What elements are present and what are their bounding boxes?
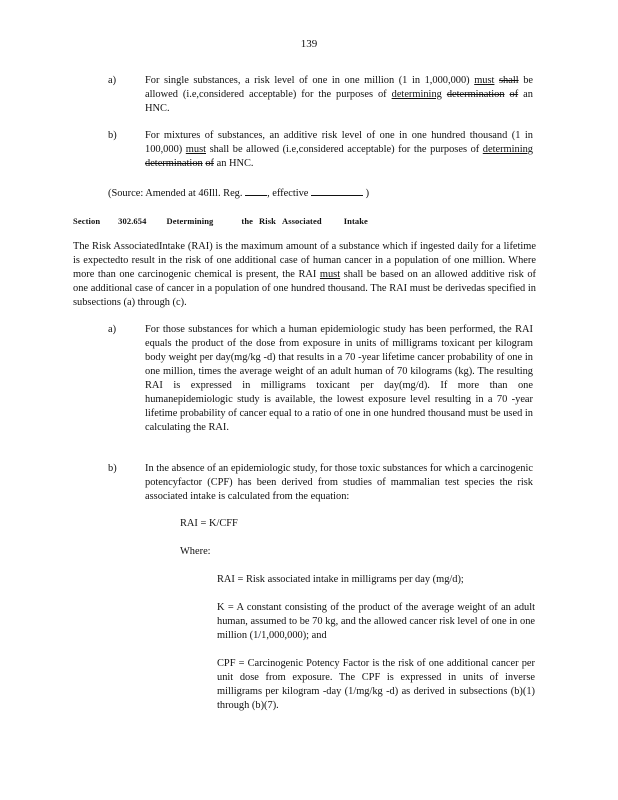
item-b-label: b)	[108, 130, 117, 141]
blank-reg	[245, 185, 267, 196]
section-heading: Section 302.654 Determining the Risk Associated Intake	[73, 216, 368, 226]
definition-cpf: CPF = Carcinogenic Potency Factor is the risk of one additional cancer per unit dose from exposure. The CPF is expressed in units of inverse milligrams per kilogram -day (1/mg/kg -d) as derived in subsections (b)(1) through (b)(7).	[217, 658, 535, 711]
para-b-text: In the absence of an epidemiologic study, for those toxic substances for which a carcinogenic potencyfactor (CPF) has been derived from studies of mammalian test species the risk associated intake is calculated from the equation:	[145, 463, 533, 502]
para-a-text: For those substances for which a human epidemiologic study has been performed, the RAI equals the product of the dose from exposure in units of milligrams toxicant per kilogram body weight per day(mg/kg -d) that results in a 70 -year lifetime cancer probability of one in one million, times the average weight of an adult human of 70 kilograms (kg). The resulting RAI is expressed in milligrams toxicant per day(mg/d). If more than one humanepidemiologic study is available, the lowest exposure level resulting in a 70 -year lifetime probability of cancer equal to a ratio of one in one hundred thousand must be used in calculating the RAI.	[145, 324, 533, 433]
where-label: Where:	[180, 546, 211, 557]
definition-rai: RAI = Risk associated intake in milligrams per day (mg/d);	[217, 574, 464, 585]
para-a-label: a)	[108, 324, 117, 335]
item-b-text: For mixtures of substances, an additive risk level of one in one hundred thousand (1 in 100,000) must shall be allowed (i.e,considered acceptable) for the purposes of determining determination of an HNC.	[145, 130, 533, 169]
item-a-text: For single substances, a risk level of one in one million (1 in 1,000,000) must shall be allowed (i.e,considered acceptable) for the purposes of determining determination of an HNC.	[145, 75, 534, 114]
equation: RAI = K/CFF	[180, 518, 238, 529]
para-b-label: b)	[108, 463, 117, 474]
page-number: 139	[300, 38, 318, 50]
definition-k: K = A constant consisting of the product of the average weight of an adult human, assumed to be 70 kg, and the allowed cancer risk level of one in one million (1/1,000,000); and	[217, 602, 535, 641]
intro-paragraph: The Risk AssociatedIntake (RAI) is the maximum amount of a substance which if ingested daily for a lifetime is expectedto result in the risk of one additional case of human cancer in a population of one million. Where more than one carcinogenic chemical is present, the RAI must shall be based on an allowed additive risk of one additional case of cancer in a population of one hundred thousand. The RAI must be derivedas specified in subsections (a) through (c).	[73, 241, 536, 308]
source-note: (Source: Amended at 46Ill. Reg. , effective )	[108, 185, 528, 201]
blank-effective	[311, 185, 363, 196]
item-a-label: a)	[108, 75, 117, 86]
